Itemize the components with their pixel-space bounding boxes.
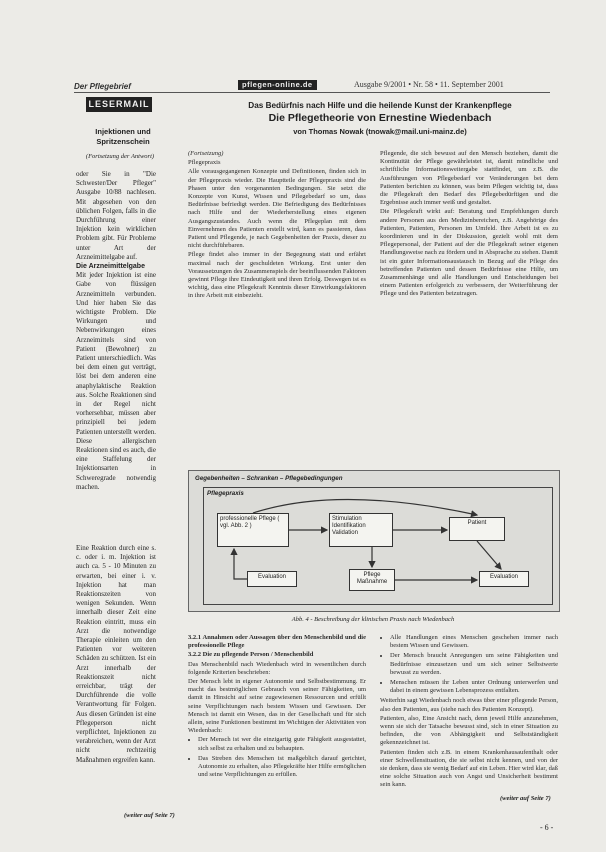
- left-bullet-list: [188, 736, 366, 779]
- sidebar-paragraph-2: Mit jeder Injektion ist eine Gabe von flüssigen Arzneimitteln verbunden. Und hier haben Sie das wichtigste Problem. Die Wirkungen und Nebenwirkungen eines Arzneimittels sind von Patient (Bewohner) zu Patient unterschiedlich. Was bei dem einen gut verträgt, löst bei dem anderen eine anaphylaktische Reaktion aus. Solche Reaktionen sind in der Regel nicht vorhersehbar, müssen aber prinzipiell bei jedem Patienten unterstellt werden. Diese allergischen Reaktionen sind es auch, die eine Staffelung der Injektionsarten in Schweregrade notwendig machen.: [76, 271, 156, 491]
- article-column-2: [380, 150, 558, 300]
- sidebar-paragraph-3: Eine Reaktion durch eine s. c. oder i. m. Injektion ist auch ca. 5 - 10 Minuten zu erwarten, bei einer i. v. Injektion hat man Reaktionszeiten von wenigen Sekunden. Wenn innerhalb dieser Zeit eine Reaktion eintritt, muss ein Arzt die notwendige Therapie einleiten um den Patienten vor weiteren Schäden zu schützen. Ist ein Arzt innerhalb der Reaktionszeit nicht erreichbar, trägt der Durchführende die volle Verantwortung für Folgen. Aus diesen Gründen ist eine Pflegeperson nicht verpflichtet, Injektionen zu verabreichen, wenn der Arzt nicht rechtzeitig Maßnahmen ergreifen kann.: [76, 544, 156, 764]
- lower-paragraph: Der Mensch lebt in eigener Autonomie und Selbstbestimmung. Er macht das bestmöglichen Gebrauch von seiner Fähigkeiten, um damit in Hinsicht auf seine zugewiesenen Ressourcen und erfüllt seine Verpflichtungen nach bestem Wissen und Gewissen. Der Mensch ist damit ein Wesen, das in der Gesellschaft und für sich allein, seine Funktionen bestimmt im Wichtigen der Aktivitäten von Wiedenbach:: [188, 678, 366, 735]
- site-logo: pflegen-online.de: [238, 80, 317, 90]
- issue-info: Ausgabe 9/2001 • Nr. 58 • 11. September 2001: [354, 80, 504, 89]
- section-3-2-1: 3.2.1 Annahmen oder Aussagen über den Menschenbild und die professionelle Pflege: [188, 634, 366, 650]
- diagram-inner-label: Pflegepraxis: [207, 490, 244, 497]
- box-professional-care: professionelle Pflege ( vgl. Abb. 2 ): [217, 513, 289, 547]
- list-item: • Das Streben des Menschen ist maßgeblich darauf gerichtet, Autonomie zu erhalten, also Pflegekräfte hier Hilfe ermöglichen und seine Verpflichtungen zu erfüllen.: [198, 755, 366, 780]
- sidebar-continued: (weiter auf Seite 7): [124, 812, 175, 819]
- lower-paragraph: Patienten, also, Eine Ansicht nach, denn jeweil Hilfe anzunehmen, wenn sie sich der Tatsache bewusst sind, sich in einer Situation zu befinden, die von Abhängigkeit und Selbstständigkeit gekennzeichnet ist.: [380, 714, 558, 747]
- page-number: - 6 -: [540, 823, 554, 832]
- article-paragraph: Die Pflegekraft wirkt auf: Beratung und Empfehlungen durch andere Personen aus den Medizinbereichen, z.B. Angehörige des Patienten, Patienten, Personen im Umfeld. Ihre Arbeit ist es zu koordinieren und in der Diskussion, gezielt wohl mit dem Pflegepersonal, der Patient auf der die Pflegekraft seiner eigenen Handlungsweise nach zu fördern und in Absprache zu stehen. Damit ist ein guter Informationsaustausch in Bezug auf die Pflege des betreffenden Patienten und dessen Bedürfnisse eine Hilfe, um Zusammenhänge und alle Handlungen und Entscheidungen bei einem Patienten erfolgreich zu verbessern, der Weiterführung der Pflege und des Patienten beizutragen.: [380, 208, 558, 298]
- lower-paragraph: Weiterhin sagt Wiedenbach noch etwas über einer pflegende Person, also den Patienten, aus (siehe nach des Patienten Konzept).: [380, 697, 558, 713]
- sidebar-section: [76, 262, 156, 492]
- article-title: Das Bedürfnis nach Hilfe und die heilende Kunst der Krankenpflege: [248, 101, 512, 110]
- article-subtitle: Die Pflegetheorie von Ernestine Wiedenbach: [268, 112, 492, 124]
- lower-column-right: [380, 634, 558, 791]
- section-heading-pflegepraxis: Pflegepraxis: [188, 159, 221, 167]
- right-bullet-list: [380, 634, 558, 695]
- box-stimulation: Stimulation Identifikation Validation: [329, 513, 393, 547]
- sidebar-subtitle: (Fortsetzung der Antwort): [85, 153, 155, 160]
- article-paragraph: Pflegende, die sich bewusst auf den Mensch beziehen, damit die Kontinuität der Pflege gewährleistet ist, damit mündliche und schriftliche Informationsweitergabe stattfindet, um z.B. die Ausführungen von Pflegebedarf vor Veränderungen bei dem Patienten berichten zu können, was beim Pflegen wichtig ist, dass die Pflegekraft den Bedarf des Pflegebedürftigen und die Ergebnisse auch immer weiß und gestaltet.: [380, 150, 558, 207]
- lower-paragraph: Patienten finden sich z.B. in einem Krankenhausaufenthalt oder einer Schwellensituation, die sie selbst nicht kennen, und von der sie denken, dass sie wenig Bedarf auf ein Leben. Hier wird klar, daß eine solche Situation auch von Angst und Unsicherheit bestimmt sein kann.: [380, 748, 558, 789]
- box-patient: Patient: [449, 517, 505, 541]
- article-column-1: [188, 150, 366, 302]
- article-paragraph: Pflege findet also immer in der Begegnung statt und erfährt maximal nach der geschuldeten Wirkung. Erst unter den Voraussetzungen des Zusammenspiels der beeinflussenden Faktoren gewinnt Pflege ihre Eindeutigkeit und ihren Erfolg. Deswegen ist es wichtig, dass eine Pflegekraft Kenntnis dieser Einwirkungsfaktoren in ihre Arbeit mit einbezieht.: [188, 251, 366, 300]
- article-author: von Thomas Nowak (tnowak@mail.uni-mainz.de): [293, 127, 467, 136]
- newsletter-name: Der Pflegebrief: [74, 82, 131, 91]
- box-evaluation-right: Evaluation: [479, 571, 529, 587]
- diagram-caption: Abb. 4 - Beschreibung der klinischen Praxis nach Wiedenbach: [291, 616, 455, 623]
- article-continued: (weiter auf Seite 7): [500, 795, 551, 802]
- list-item: • Der Mensch ist wer die einzigartig gute Fähigkeit ausgestattet, sich selbst zu erhalten und zu behaupten.: [198, 736, 366, 752]
- lower-column-left: [188, 634, 366, 781]
- section-3-2-2: 3.2.2 Die zu pflegende Person / Menschenbild: [188, 651, 314, 659]
- header-divider: [74, 92, 550, 93]
- article-paragraph: Alle vorausgegangenen Konzepte und Definitionen, finden sich in der Pflegepraxis wieder. Die Hauptteile der Pflegepraxis sind die Phasen unter den vorgenannten Bedingungen. Sie setzt die Konzepte von Kunst, Wissen und Pflegebedarf so um, dass Bedürfnisse befriedigt werden. Die Befriedigung des Bedürfnisses nach Hilfe und der Wiederherstellung eines eigenen Ausgangszustandes. Auch wenn die Pflegeplan mit dem Einvernehmen des Patienten erstellt wird, kann es passieren, dass Patient und Pflegende, je nach Gegebenheiten der Praxis, dieser zu nicht durchführbaren.: [188, 168, 366, 250]
- sidebar-title-line2: Spritzenschein: [96, 137, 150, 146]
- diagram-arrows: [189, 471, 559, 611]
- practice-diagram: [188, 470, 560, 612]
- list-item: • Alle Handlungen eines Menschen geschehen immer nach bestem Wissen und Gewissen.: [390, 634, 558, 650]
- sidebar-title-line1: Injektionen und: [95, 127, 151, 136]
- diagram-outer-label: Gegebenheiten – Schranken – Pflegebedingungen: [195, 475, 343, 482]
- continued-marker: (Fortsetzung): [188, 150, 224, 157]
- list-item: • Der Mensch braucht Anregungen um seine Fähigkeiten und Bedürfnisse einzusetzen und um sich seiner Selbstwerte bewusst zu werden.: [390, 652, 558, 677]
- sidebar-heading: LESERMAIL: [86, 97, 152, 112]
- box-evaluation-left: Evaluation: [247, 571, 297, 587]
- list-item: • Menschen müssen ihr Leben unter Ordnung unterwerfen und dabei in einem gewissen Lebensprozess entfalten.: [390, 679, 558, 695]
- lower-paragraph: Das Menschenbild nach Wiedenbach wird in wesentlichen durch folgende Kriterien beschrieben:: [188, 660, 366, 676]
- sidebar-subheading: Die Arzneimittelgabe: [76, 263, 145, 270]
- sidebar-paragraph-1: oder Sie in "Die Schwester/Der Pfleger" Ausgabe 10/88 nachlesen. Mit abgesehen von den üblichen Folgen, falls in die Durchführung einer Injektion kein wirklichen Problem gibt. Für Probleme unter Art der Arzneimittelgabe auf.: [76, 170, 156, 261]
- sidebar-title: [88, 127, 158, 147]
- box-care-measure: Pflege Maßnahme: [349, 569, 395, 591]
